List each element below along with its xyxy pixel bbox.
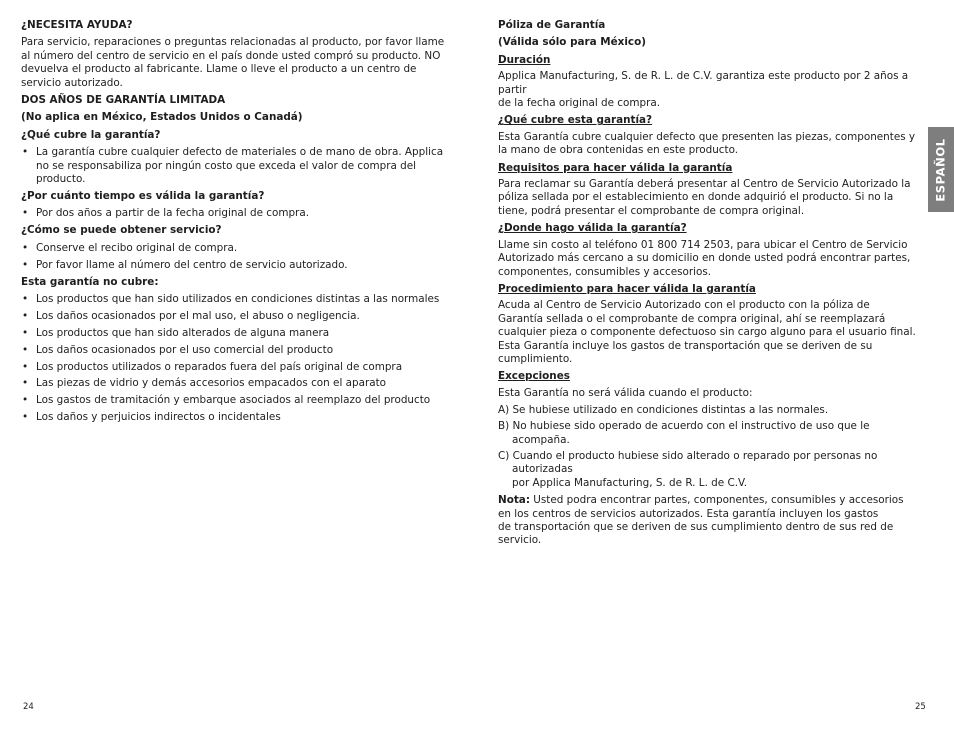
duration-text: Applica Manufacturing, S. de R. L. de C.V. garantiza este producto por 2 años a partir de la fecha original de compra.: [498, 70, 909, 110]
where-heading: ¿Donde hago válida la garantía?: [498, 222, 687, 235]
exceptions-intro: Esta Garantía no será válida cuando el producto:: [498, 386, 753, 399]
warranty-heading: DOS AÑOS DE GARANTÍA LIMITADA: [21, 94, 226, 107]
exceptions-heading: Excepciones: [498, 370, 570, 383]
list-item: • Por favor llame al número del centro de servicio autorizado.: [21, 259, 453, 272]
list-item: A) Se hubiese utilizado en condiciones distintas a las normales.: [498, 404, 829, 417]
where-text: Llame sin costo al teléfono 01 800 714 2503, para ubicar el Centro de Servicio Autorizado más cercano a su domicilio en donde usted podrá encontrar partes, componentes, consumibles y accesorios.: [498, 238, 911, 278]
list-item: • Los daños ocasionados por el uso comercial del producto: [21, 344, 453, 357]
warranty-subheading: (No aplica en México, Estados Unidos o Canadá): [21, 111, 303, 124]
need-help-text: Para servicio, reparaciones o preguntas relacionadas al producto, por favor llame al número del centro de servicio en el país donde usted compró su producto. NO devuelva el producto al fabricante. Llame o lleve el producto a un centro de servicio autorizado.: [21, 36, 445, 89]
procedure-text: Acuda al Centro de Servicio Autorizado con el producto con la póliza de Garantía sellada o el comprobante de compra original, ahí se reemplazará cualquier pieza o componente defectuoso sin cargo alguno para el usuario final. Esta Garantía incluye los gastos de transportación que se deriven de su cumplimiento.: [498, 299, 916, 365]
left-page-column: [21, 19, 453, 428]
list-item: • Por dos años a partir de la fecha original de compra.: [21, 207, 453, 220]
list-item: B) No hubiese sido operado de acuerdo con el instructivo de uso que le acompaña.: [498, 420, 870, 446]
list-item: • Los daños ocasionados por el mal uso, el abuso o negligencia.: [21, 310, 453, 323]
duration-heading: Duración: [498, 53, 551, 66]
service-heading: ¿Cómo se puede obtener servicio?: [21, 224, 222, 237]
note-paragraph: [498, 494, 916, 548]
need-help-heading: ¿NECESITA AYUDA?: [21, 19, 133, 31]
language-side-tab: [928, 127, 954, 212]
exclusions-heading: Esta garantía no cubre:: [21, 275, 159, 288]
list-item: • Los productos utilizados o reparados fuera del país original de compra: [21, 361, 453, 374]
policy-heading: Póliza de Garantía: [498, 19, 606, 31]
list-item: • Los productos que han sido utilizados en condiciones distintas a las normales: [21, 293, 453, 306]
right-page-column: [498, 19, 916, 552]
note-text: Usted podra encontrar partes, componentes, consumibles y accesorios en los centros de servicios autorizados. Esta garantía incluyen los gastos de transportación que se deriven de sus cumplimiento dentro de sus red de servicio.: [498, 494, 904, 547]
exceptions-list: [498, 404, 916, 490]
page-number-left: 24: [23, 702, 34, 712]
list-item: • Las piezas de vidrio y demás accesorios empacados con el aparato: [21, 377, 453, 390]
page-number-right: 25: [915, 702, 926, 712]
language-tab-label: ESPAÑOL: [933, 137, 948, 202]
list-item: • Los productos que han sido alterados de alguna manera: [21, 327, 453, 340]
requirements-text: Para reclamar su Garantía deberá presentar al Centro de Servicio Autorizado la póliza sellada por el establecimiento en donde adquirió el producto. Si no la tiene, podrá presentar el comprobante de compra original.: [498, 178, 911, 217]
list-item: • Los gastos de tramitación y embarque asociados al reemplazo del producto: [21, 394, 453, 407]
coverage-heading: ¿Qué cubre esta garantía?: [498, 114, 653, 127]
list-item: C) Cuando el producto hubiese sido alterado o reparado por personas no autorizadas por Applica Manufacturing, S. de R. L. de C.V.: [498, 449, 878, 489]
list-item: • Los daños y perjuicios indirectos o incidentales: [21, 411, 453, 424]
note-label: Nota:: [498, 494, 530, 507]
coverage-heading: ¿Qué cubre la garantía?: [21, 128, 161, 141]
duration-list: [21, 207, 453, 220]
duration-heading: ¿Por cuánto tiempo es válida la garantía?: [21, 189, 265, 202]
procedure-heading: Procedimiento para hacer válida la garantía: [498, 282, 756, 295]
list-item: • Conserve el recibo original de compra.: [21, 242, 453, 255]
service-list: [21, 242, 453, 272]
policy-subheading: (Válida sólo para México): [498, 36, 646, 49]
coverage-list: [21, 146, 453, 186]
requirements-heading: Requisitos para hacer válida la garantía: [498, 161, 733, 174]
list-item: • La garantía cubre cualquier defecto de materiales o de mano de obra. Applica no se responsabiliza por ningún costo que exceda el valor de compra del producto.: [21, 146, 453, 186]
coverage-text: Esta Garantía cubre cualquier defecto que presenten las piezas, componentes y la mano de obra contenidas en este producto.: [498, 130, 916, 157]
exclusions-list: [21, 293, 453, 425]
